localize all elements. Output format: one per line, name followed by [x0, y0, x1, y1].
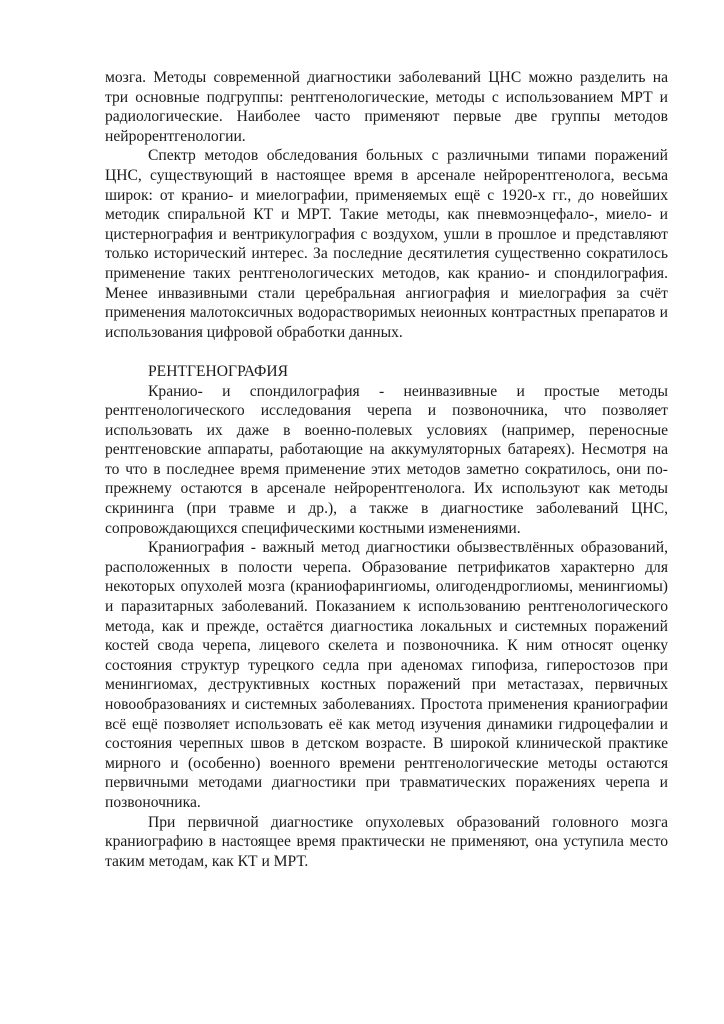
body-paragraph: Спектр методов обследования больных с различными типами поражений ЦНС, существующий в настоящее время в арсенале нейрорентгенолога, весьма широк: от кранио- и миелографии, применяемых ещё с 1920-х гг., до новейших методик спиральной КТ и МРТ. Такие методы, как пневмоэнцефало-, миело- и цистернография и вентрикулография с воздухом, ушли в прошлое и представляют только исторический интерес. За последние десятилетия существенно сократилось применение таких рентгенологических методов, как кранио- и спондилография. Менее инвазивными стали церебральная ангиография и миелография за счёт применения малотоксичных водорастворимых неионных контрастных препаратов и использования цифровой обработки данных.	[105, 147, 668, 341]
section-heading: РЕНТГЕНОГРАФИЯ	[148, 362, 288, 380]
body-paragraph: мозга. Методы современной диагностики заболеваний ЦНС можно разделить на три основные подгруппы: рентгенологические, методы с использованием МРТ и радиологические. Наиболее часто применяют первые две группы методов нейрорентгенологии.	[105, 69, 668, 145]
body-paragraph: При первичной диагностике опухолевых образований головного мозга краниографию в настоящее время практически не применяют, она уступила место таким методам, как КТ и МРТ.	[105, 813, 668, 870]
document-page	[105, 68, 668, 871]
body-paragraph: Краниография - важный метод диагностики обызвествлённых образований, расположенных в полости черепа. Образование петрификатов характерно для некоторых опухолей мозга (краниофарингиомы, олигодендроглиомы, менингиомы) и паразитарных заболеваний. Показанием к использованию рентгенологического метода, как и прежде, остаётся диагностика локальных и системных поражений костей свода черепа, лицевого скелета и позвоночника. К ним относят оценку состояния структур турецкого седла при аденомах гипофиза, гиперостозов при менингиомах, деструктивных костных поражений при метастазах, первичных новообразованиях и системных заболеваниях. Простота применения краниографии всё ещё позволяет использовать её как метод изучения динамики гидроцефалии и состояния черепных швов в детском возрасте. В широкой клинической практике мирного и (особенно) военного времени рентгенологические методы остаются первичными методами диагностики при травматических поражениях черепа и позвоночника.	[105, 539, 668, 811]
body-paragraph: Кранио- и спондилография - неинвазивные и простые методы рентгенологического исследования черепа и позвоночника, что позволяет использовать их даже в военно-полевых условиях (например, переносные рентгеновские аппараты, работающие на аккумуляторных батареях). Несмотря на то что в последнее время применение этих методов заметно сократилось, они по-прежнему остаются в арсенале нейрорентгенолога. Их используют как методы скрининга (при травме и др.), а также в диагностике заболеваний ЦНС, сопровождающихся специфическими костными изменениями.	[105, 382, 668, 537]
